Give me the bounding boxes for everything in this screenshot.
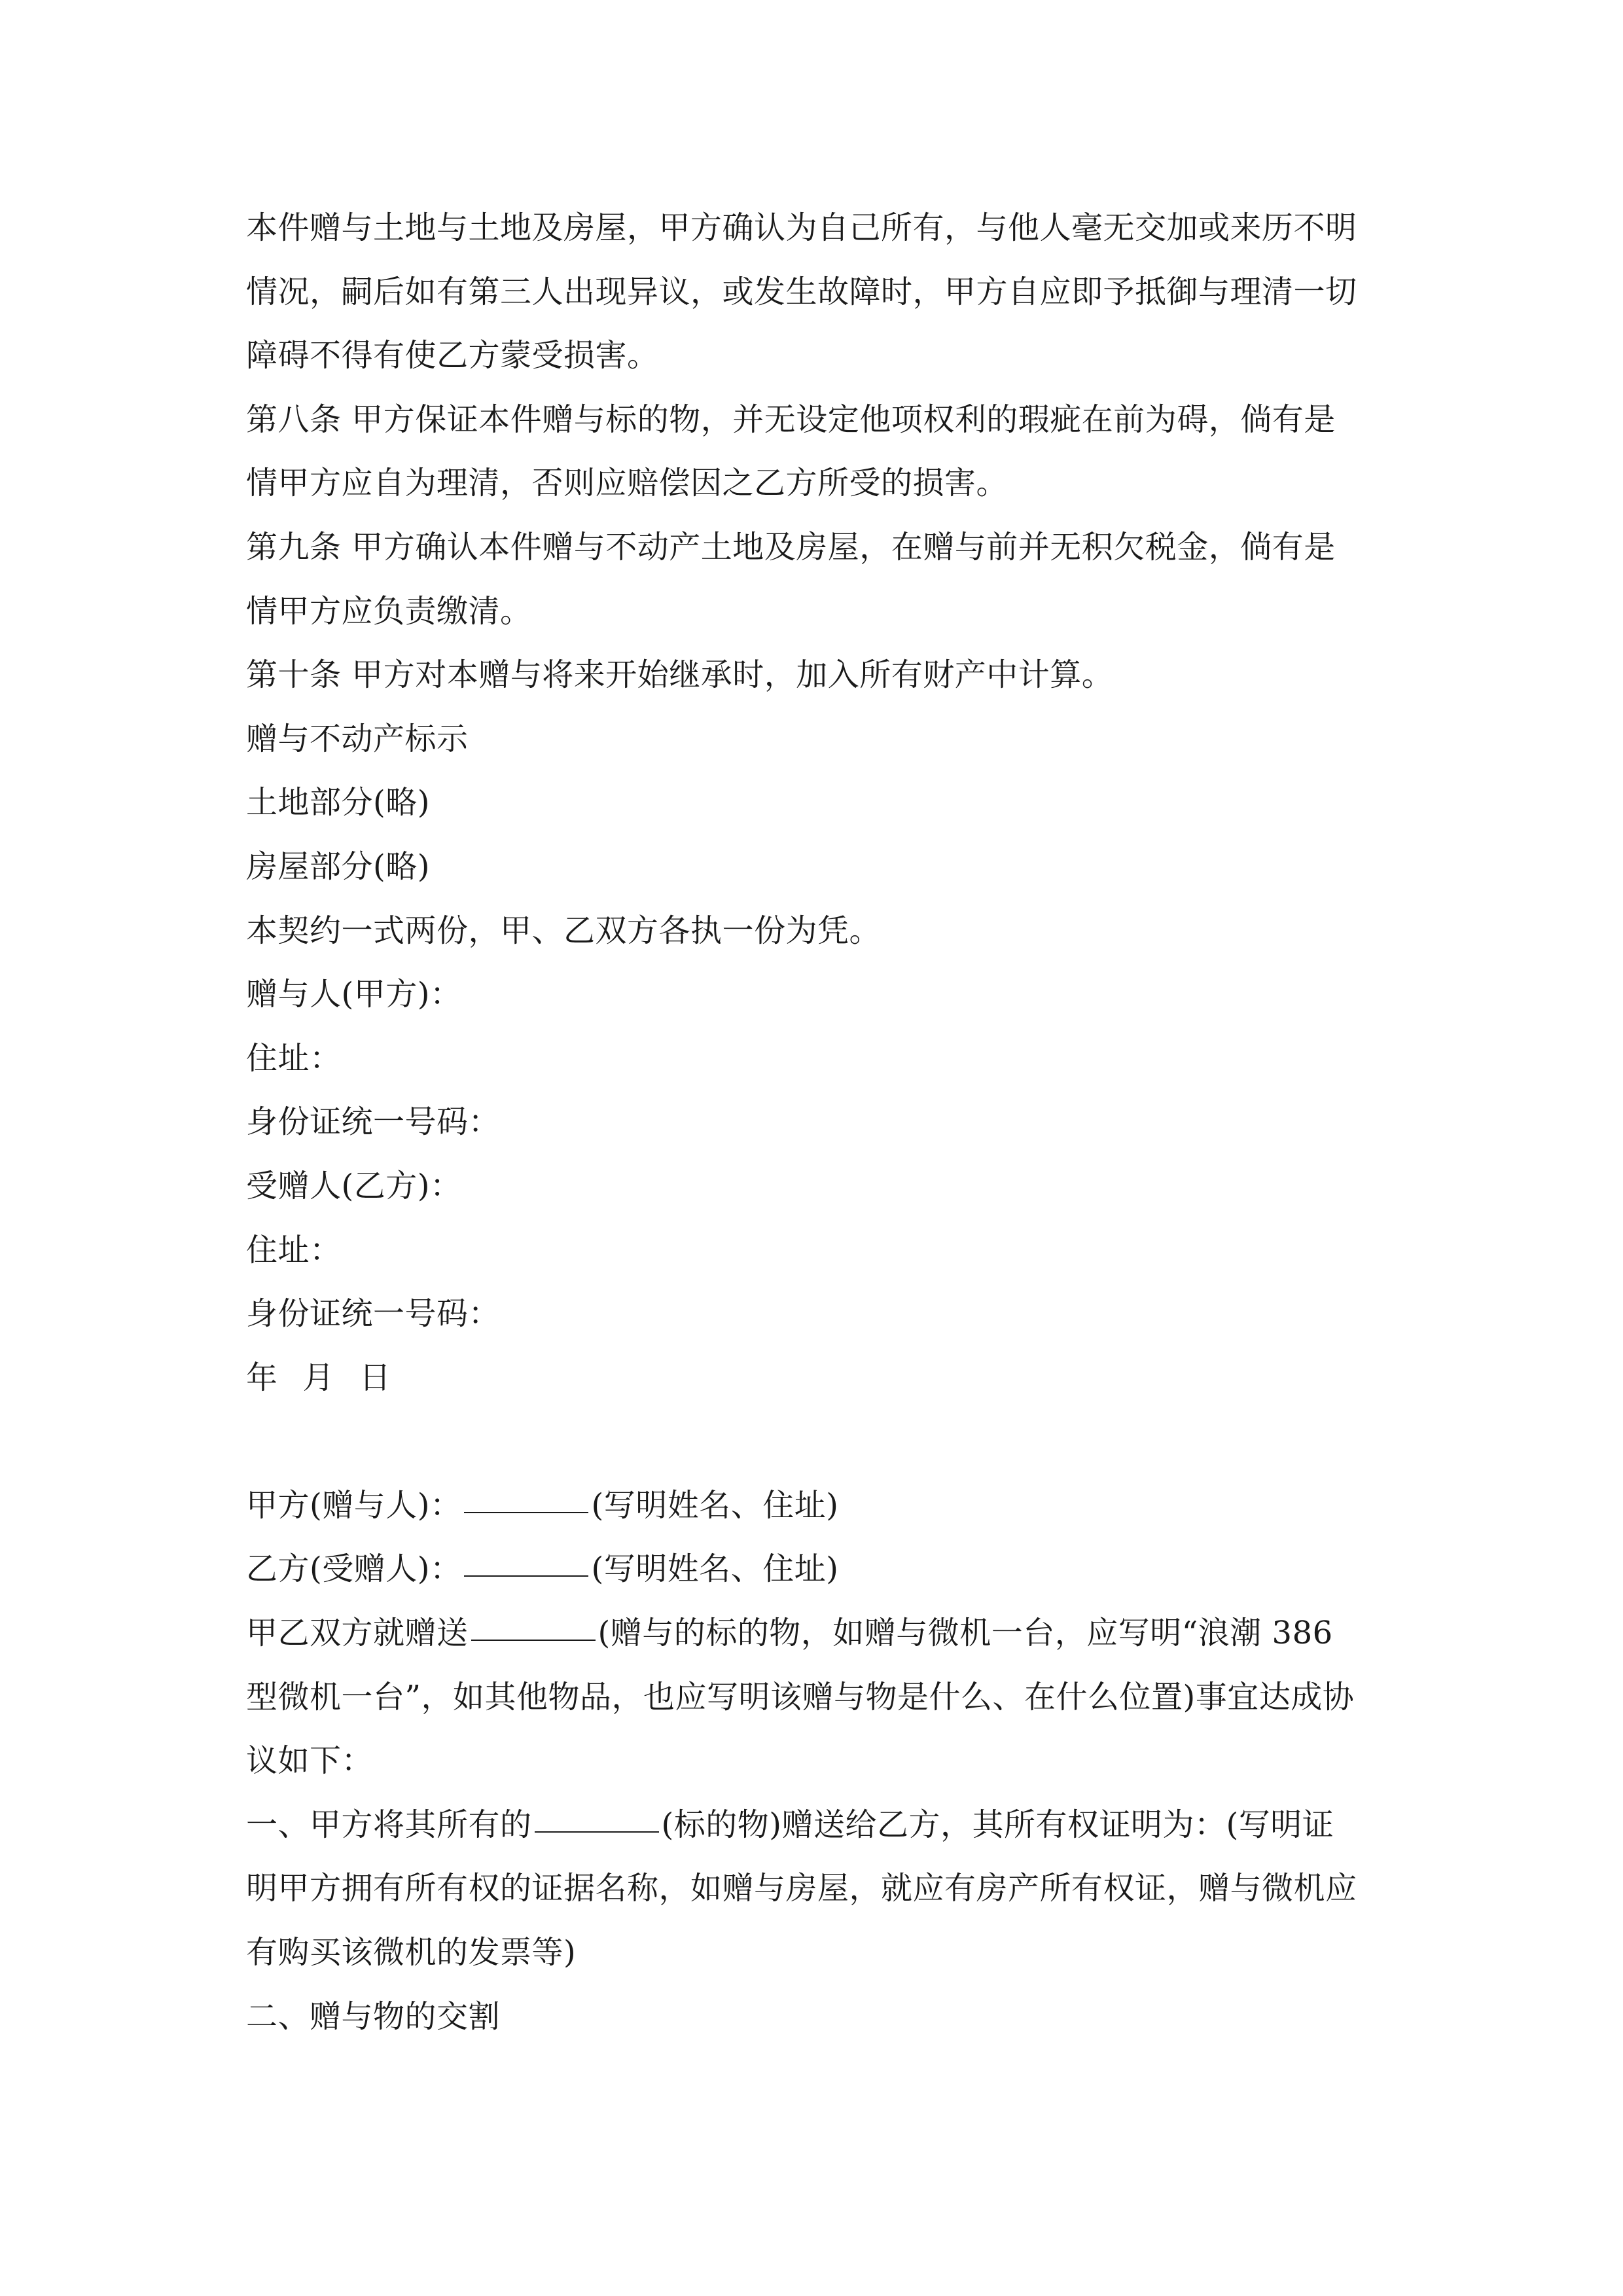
paragraph-line: 障碍不得有使乙方蒙受损害。 [246,337,659,374]
clause-2: 二、赠与物的交割 [246,1998,501,2035]
donee-label: 受赠人(乙方)： [246,1167,462,1204]
gift-rest: (赠与的标的物，如赠与微机一台，应写明“浪潮 386 [597,1615,1333,1652]
article-9-line: 情甲方应负责缴清。 [246,592,532,630]
party-a-label: 甲方(赠与人)： [246,1486,462,1524]
date-day: 日 [359,1359,391,1396]
article-8-line: 第八条 甲方保证本件赠与标的物，并无设定他项权利的瑕疵在前为碍，倘有是 [246,401,1336,438]
article-10: 第十条 甲方对本赠与将来开始继承时，加入所有财产中计算。 [246,656,1114,694]
party-b-line [246,1537,1385,1602]
clause-1-blank [535,1829,659,1833]
property-title: 赠与不动产标示 [246,720,469,757]
donor-id-label: 身份证统一号码： [246,1103,501,1141]
house-section: 房屋部分(略) [246,848,430,885]
gift-start: 甲乙双方就赠送 [246,1615,469,1652]
party-b-note: (写明姓名、住址) [591,1551,839,1588]
section-gap [246,1410,1385,1474]
gift-paragraph-line [246,1602,1385,1666]
copies-statement: 本契约一式两份，甲、乙双方各执一份为凭。 [246,912,882,949]
donee-id-label: 身份证统一号码： [246,1295,501,1333]
paragraph-line: 本件赠与土地与土地及房屋，甲方确认为自己所有，与他人毫无交加或来历不明 [246,209,1357,246]
gift-paragraph-line: 议如下： [246,1742,374,1780]
gift-paragraph-line: 型微机一台”，如其他物品，也应写明该赠与物是什么、在什么位置)事宜达成协 [246,1678,1355,1715]
donee-address-label: 住址： [246,1231,342,1268]
article-9-line: 第九条 甲方确认本件赠与不动产土地及房屋，在赠与前并无积欠税金，倘有是 [246,528,1336,565]
gift-blank [471,1637,596,1641]
date-line [246,1346,1385,1410]
paragraph-line: 情况，嗣后如有第三人出现异议，或发生故障时，甲方自应即予抵御与理清一切 [246,273,1357,310]
party-a-line [246,1474,1385,1538]
clause-1-line: 明甲方拥有所有权的证据名称，如赠与房屋，就应有房产所有权证，赠与微机应 [246,1870,1357,1907]
party-a-note: (写明姓名、住址) [591,1486,839,1524]
clause-1-rest: (标的物)赠送给乙方，其所有权证明为：(写明证 [661,1806,1334,1843]
clause-1-start: 一、甲方将其所有的 [246,1806,532,1843]
date-year: 年 [246,1359,278,1396]
party-a-blank [464,1509,588,1513]
party-b-label: 乙方(受赠人)： [246,1551,462,1588]
donor-address-label: 住址： [246,1039,342,1077]
clause-1-line [246,1793,1385,1857]
document-body [246,196,1385,2049]
clause-1-line: 有购买该微机的发票等) [246,1934,577,1971]
date-month: 月 [302,1359,335,1396]
land-section: 土地部分(略) [246,784,430,821]
article-8-line: 情甲方应自为理清，否则应赔偿因之乙方所受的损害。 [246,465,1008,502]
donor-label: 赠与人(甲方)： [246,976,462,1013]
party-b-blank [464,1573,588,1577]
